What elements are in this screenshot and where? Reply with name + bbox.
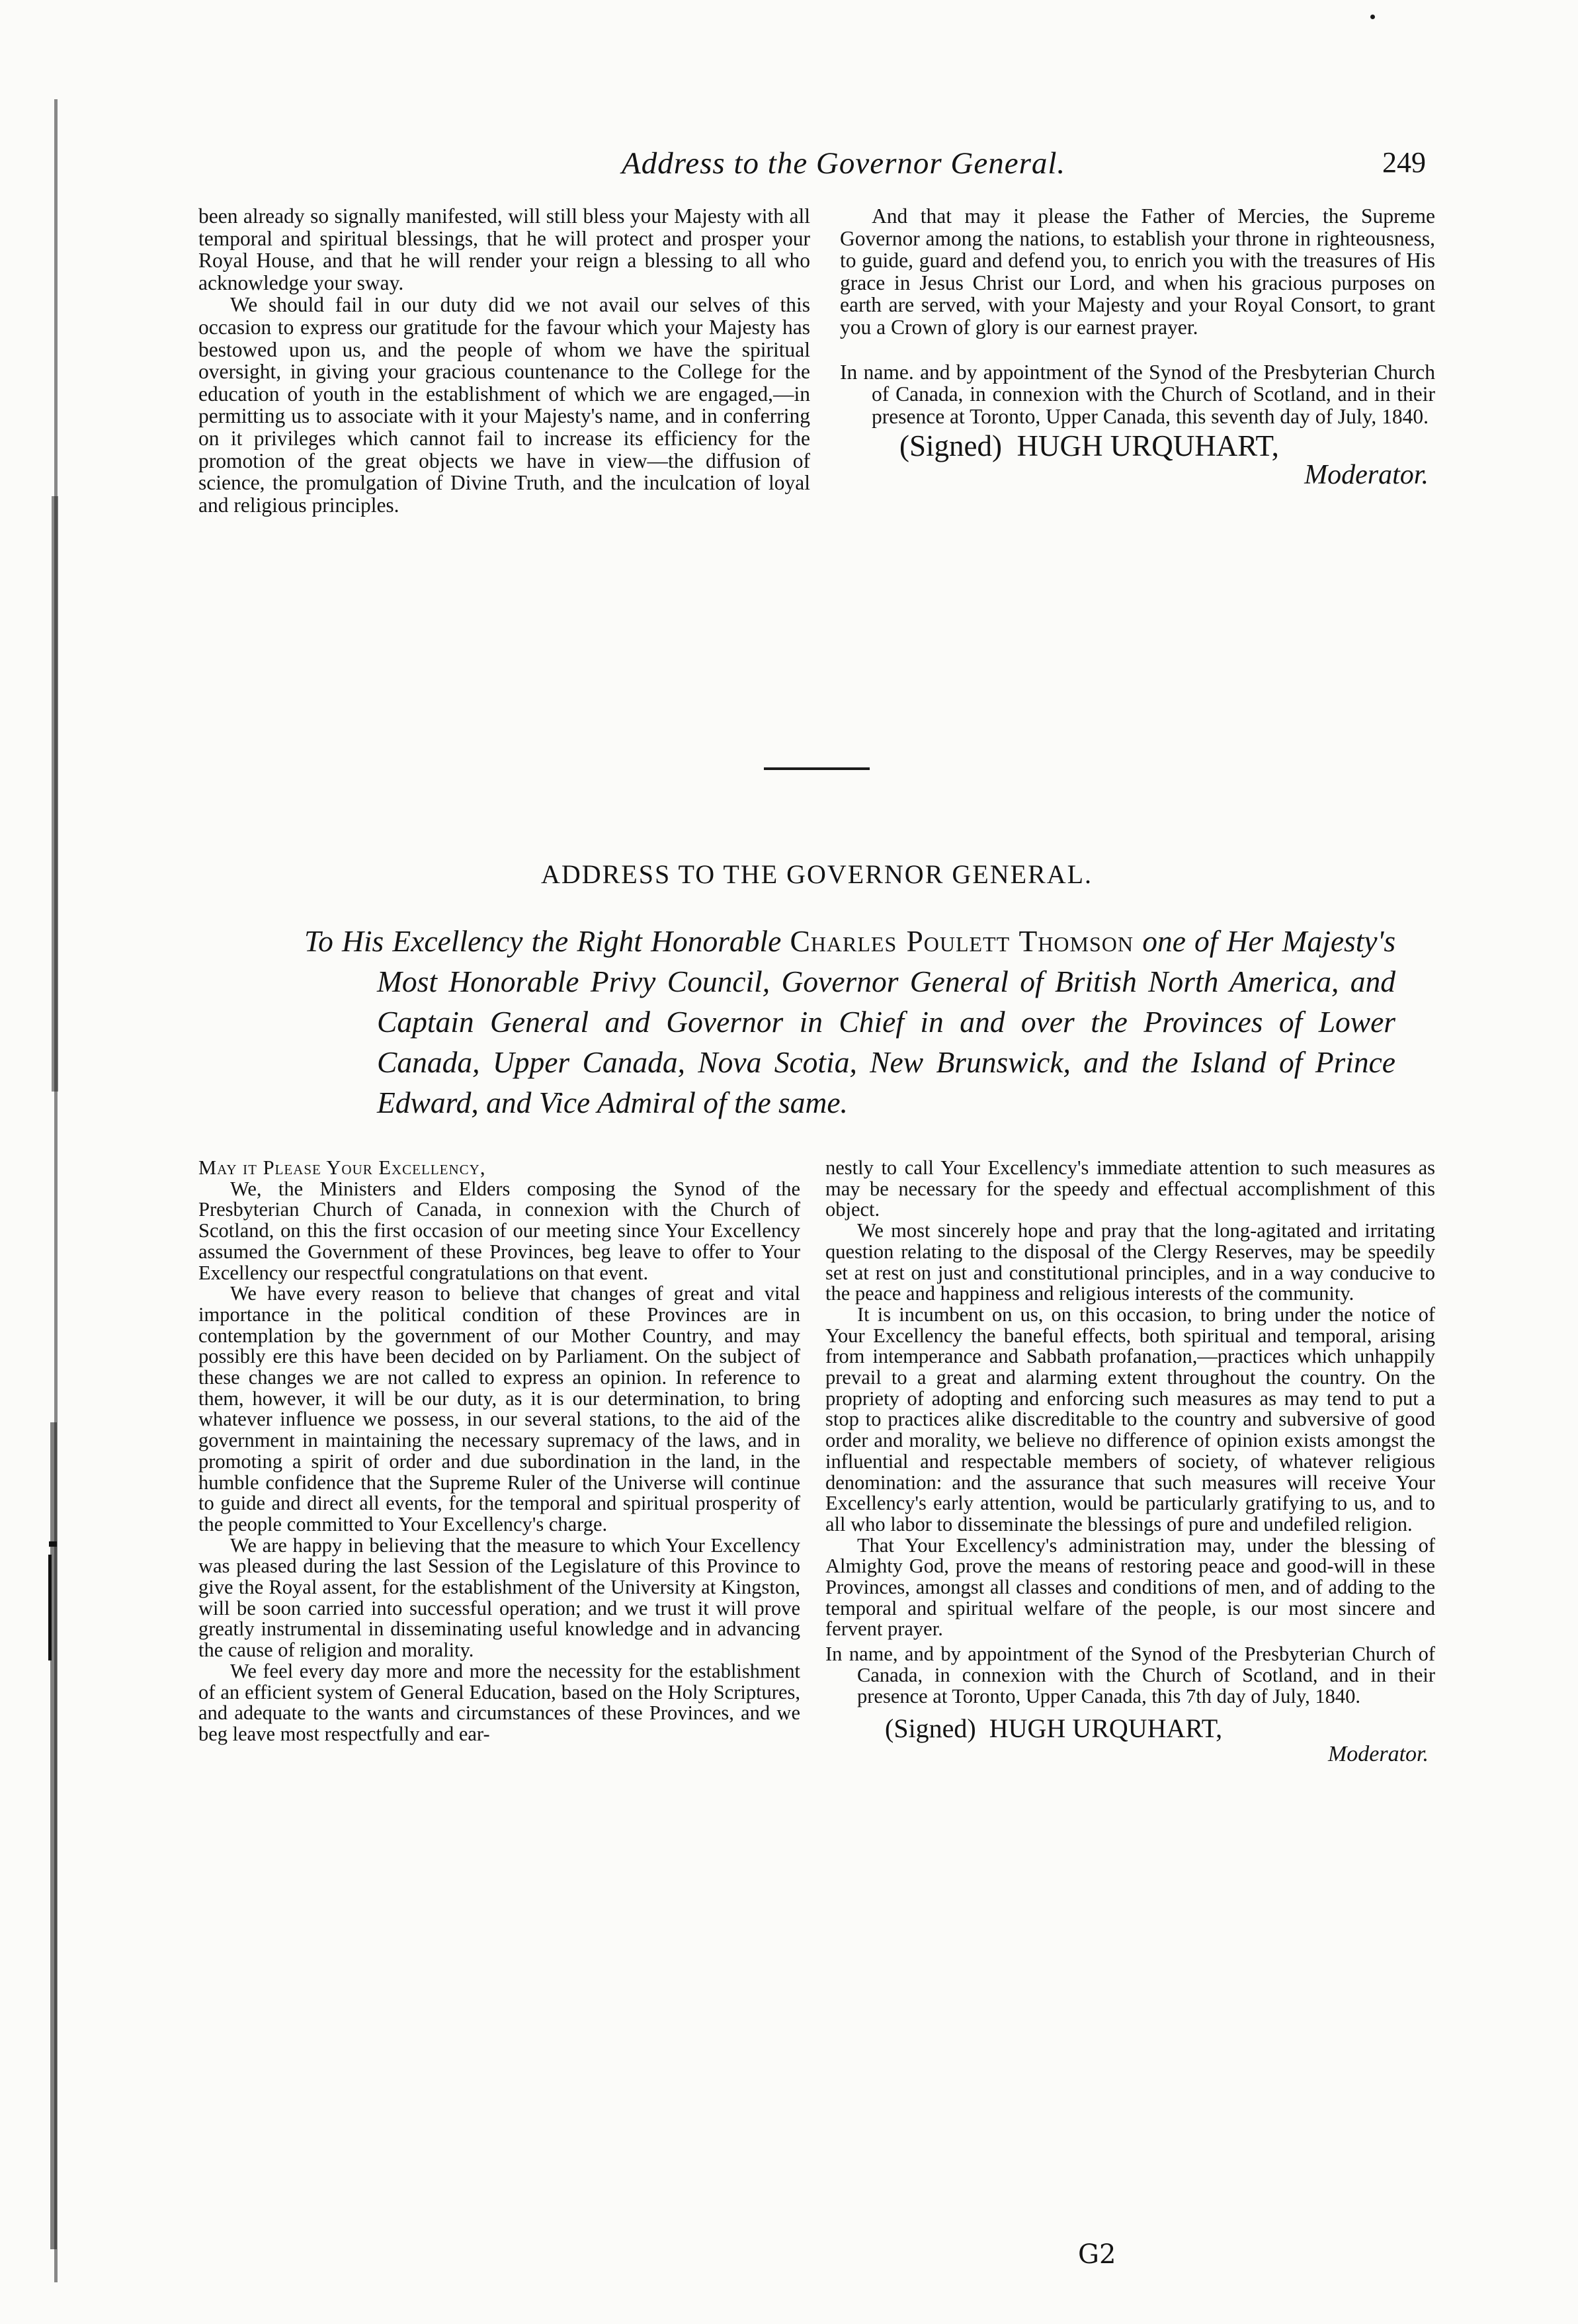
address-part: To His Excellency the Right Honorable xyxy=(304,924,782,958)
speck xyxy=(1370,15,1375,19)
signer-name: HUGH URQUHART, xyxy=(989,1713,1223,1744)
address-part: one of Her Majesty's Most Honorable Privy Council, Governor General of British North America, and Captain General and Governor in Chief in and over the Provinces of Lower Canada, Upper Canada, Nova Scotia, New Brunswick, and the Island of Prince Edward, and Vice Admiral of the same. xyxy=(377,924,1396,1119)
paragraph: We have every reason to believe that changes of great and vital importance in the political condition of these Provinces are in contemplation by the government of our Mother Country, and may possibly ere this have been decided on by Parliament. On the subject of these changes we are not called to express an opinion. In reference to them, however, it will be our duty, as it is our determination, to bring whatever influence we possess, in our several stations, to the aid of the government in maintaining the necessary supremacy of the laws, and in promoting a spirit of order and due subordination in the land, in the humble confidence that the Supreme Ruler of the Universe will continue to guide and direct all events, for the temporal and spiritual prosperity of the people committed to Your Excellency's charge. xyxy=(198,1282,800,1535)
top-left-column xyxy=(198,205,810,516)
bottom-right-column xyxy=(825,1158,1435,1765)
signer-title: Moderator. xyxy=(1327,1742,1429,1767)
signed-label: (Signed) xyxy=(885,1713,976,1744)
signature-attestation: In name. and by appointment of the Synod of the Presbyterian Church of Canada, in connexion with the Church of Scotland, and in their presence at Toronto, Upper Canada, this seventh day of July, 1840. xyxy=(840,360,1435,428)
paragraph: It is incumbent on us, on this occasion, to bring under the notice of Your Excellency the baneful effects, both spiritual and temporal, arising from intemperance and Sabbath profanation,—practices which unhappily prevail to a great and alarming extent throughout the country. On the propriety of adopting and enforcing such measures as may tend to put a stop to practices alike discreditable to the country and subversive of good order and morality, we believe no difference of opinion exists amongst the influential and respectable members of society, of whatever religious denomination: and the assurance that such measures will receive Your Excellency's early attention, would be particularly gratifying to us, and to all who labor to disseminate the blessings of pure and undefiled religion. xyxy=(825,1303,1435,1535)
signer-title: Moderator. xyxy=(1304,460,1429,491)
address-superscription xyxy=(304,921,1395,1123)
addressee-name: Charles Poulett Thomson xyxy=(790,924,1134,958)
signature-attestation: In name, and by appointment of the Synod of the Presbyterian Church of Canada, in connexion with the Church of Scotland, and in their presence at Toronto, Upper Canada, this 7th day of July, 1840. xyxy=(825,1643,1435,1707)
paragraph: We feel every day more and more the necessity for the establishment of an efficient system of General Education, based on the Holy Scriptures, and adequate to the wants and circumstances of these Provinces, and we beg leave most respectfully and ear- xyxy=(198,1659,800,1745)
signature-line xyxy=(840,427,1435,464)
salutation: May it Please Your Excellency, xyxy=(198,1156,486,1179)
running-head: Address to the Governor General. xyxy=(622,146,1066,181)
bottom-left-column xyxy=(198,1158,800,1745)
section-heading: ADDRESS TO THE GOVERNOR GENERAL. xyxy=(540,859,1093,889)
signature-line xyxy=(825,1713,1435,1744)
paragraph: We, the Ministers and Elders composing the Synod of the Presbyterian Church of Canada, in connexion with the Church of Scotland, on this the first occasion of our meeting since Your Excellency assumed the Government of these Provinces, beg leave to offer to Your Excellency our respectful congratulations on that event. xyxy=(198,1177,800,1284)
signature-mark: G2 xyxy=(1078,2239,1116,2270)
top-right-column xyxy=(840,204,1435,491)
paragraph: We most sincerely hope and pray that the long-agitated and irritating question relating to the disposal of the Clergy Reserves, may be speedily set at rest on just and constitutional principles, and in a way conducive to the peace and happiness and religious interests of the community. xyxy=(825,1219,1435,1305)
binding-edge-scan-artifact xyxy=(46,99,66,2282)
paragraph: That Your Excellency's administration may, under the blessing of Almighty God, prove the means of restoring peace and good-will in these Provinces, amongst all classes and conditions of men, and of adding to the temporal and spiritual welfare of the people, is our most sincere and fervent prayer. xyxy=(825,1533,1435,1641)
paragraph: been already so signally manifested, will still bless your Majesty with all temporal and spiritual blessings, that he will protect and prosper your Royal House, and that he will render your reign a blessing to all who acknowledge your sway. xyxy=(198,204,810,294)
paragraph: nestly to call Your Excellency's immediate attention to such measures as may be necessary for the speedy and effectual accomplishment of this object. xyxy=(825,1156,1435,1221)
paragraph: We should fail in our duty did we not avail our selves of this occasion to express our gratitude for the favour which your Majesty has bestowed upon us, and the people of whom we have the spiritual oversight, in giving your gracious countenance to the College for the education of youth in the establishment of which we are engaged,—in permitting us to associate with it your Majesty's name, and in conferring on it privileges which cannot fail to increase its efficiency for the promotion of the great objects we have in view—the diffusion of science, the promulgation of Divine Truth, and the inculcation of loyal and religious principles. xyxy=(198,293,810,517)
paragraph: And that may it please the Father of Mercies, the Supreme Governor among the nations, to establish your throne in righteousness, to guide, guard and defend you, to enrich you with the treasures of His grace in Jesus Christ our Lord, and when his gracious purposes on earth are served, with your Majesty and your Royal Consort, to grant you a Crown of glory is our earnest prayer. xyxy=(840,204,1435,339)
paragraph: We are happy in believing that the measure to which Your Excellency was pleased during the last Session of the Legislature of this Province to give the Royal assent, for the establishment of the University at Kingston, will be soon carried into successful operation; and we trust it will prove greatly instrumental in disseminating useful knowledge and in advancing the cause of religion and morality. xyxy=(198,1533,800,1662)
signed-label: (Signed) xyxy=(899,429,1002,463)
page-number: 249 xyxy=(1382,146,1426,179)
signer-name: HUGH URQUHART, xyxy=(1017,429,1279,463)
section-divider xyxy=(764,767,870,770)
